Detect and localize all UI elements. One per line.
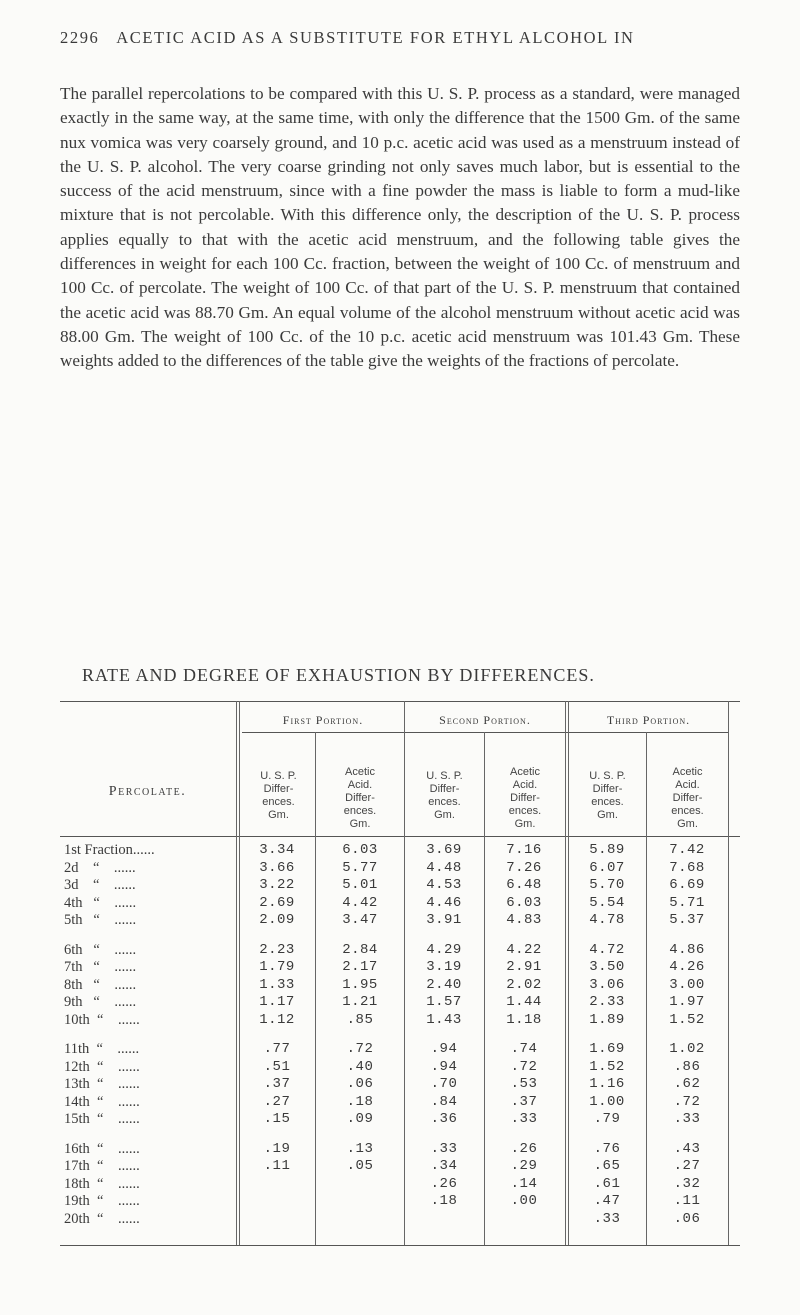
table-cell: 5.89: [589, 842, 625, 858]
table-row: [60, 877, 740, 894]
table-cell: 2.33: [589, 994, 625, 1010]
table-cell: 1.89: [589, 1011, 625, 1028]
subheader-usp-2: [405, 770, 484, 830]
table-cell: .77: [263, 1041, 291, 1057]
table-cell: 1.97: [669, 994, 705, 1010]
table-cell: 4.48: [426, 859, 462, 876]
table-cell: .32: [673, 1175, 701, 1192]
table-cell: .18: [346, 1093, 374, 1110]
table-cell: 1.95: [342, 976, 378, 993]
table-cell: 6.69: [669, 877, 705, 893]
table-cell: .27: [673, 1158, 701, 1174]
exhaustion-table: [60, 700, 740, 1248]
subheader-line: Gm.: [268, 809, 289, 821]
table-cell: .19: [263, 1140, 291, 1157]
table-cell: .47: [593, 1193, 621, 1209]
table-cell: 2.23: [259, 941, 295, 958]
table-cell: .06: [346, 1076, 374, 1092]
table-cell: .09: [346, 1111, 374, 1127]
group-header-second: Second Portion.: [439, 713, 531, 727]
table-cell: 4.78: [589, 912, 625, 928]
table-cell: .11: [673, 1193, 701, 1209]
table-cell: .74: [510, 1041, 538, 1057]
subheader-usp-1: [242, 770, 315, 830]
subheader-line: Differ-: [429, 783, 460, 795]
row-label: 7th “ ......: [64, 959, 137, 975]
table-cell: 1.18: [506, 1011, 542, 1028]
table-heading: RATE AND DEGREE OF EXHAUSTION BY DIFFERENCES.: [82, 665, 595, 685]
table-cell: .29: [510, 1158, 538, 1174]
row-label: 18th “ ......: [64, 1175, 140, 1192]
table-cell: .33: [510, 1111, 538, 1127]
table-cell: 3.06: [589, 976, 625, 993]
table-cell: 3.91: [426, 912, 462, 928]
subheader-line: Acid.: [512, 779, 538, 791]
table-cell: 4.42: [342, 894, 378, 911]
table-cell: .27: [263, 1093, 291, 1110]
subheader-line: U. S. P.: [589, 770, 626, 782]
table-cell: 2.69: [259, 894, 295, 911]
subheader-line: ences.: [671, 805, 704, 817]
subheader-line: Gm.: [677, 818, 698, 830]
percolate-header: Percolate.: [108, 784, 187, 799]
table-cell: 4.22: [506, 941, 542, 958]
row-label: 13th “ ......: [64, 1076, 140, 1092]
table-row: [60, 895, 740, 912]
row-label: 14th “ ......: [64, 1093, 140, 1110]
table-cell: 1.69: [589, 1041, 625, 1057]
table-row: [60, 1041, 740, 1058]
table-row: [60, 959, 740, 976]
row-label: 15th “ ......: [64, 1111, 140, 1127]
table-cell: 1.16: [589, 1076, 625, 1092]
table-cell: 7.42: [669, 842, 705, 858]
table-row: [60, 942, 740, 959]
running-head: [60, 28, 760, 48]
table-cell: 1.44: [506, 994, 542, 1010]
table-cell: 2.09: [259, 912, 295, 928]
table-row: [60, 1176, 740, 1193]
table-cell: .00: [510, 1193, 538, 1209]
table-cell: 6.03: [342, 842, 378, 858]
table-cell: 4.29: [426, 941, 462, 958]
subheader-line: Acetic: [672, 766, 703, 778]
table-row: [60, 1211, 740, 1228]
subheader-line: Gm.: [597, 809, 618, 821]
table-cell: .14: [510, 1175, 538, 1192]
table-row: [60, 1076, 740, 1093]
table-row: [60, 1141, 740, 1158]
table-cell: .51: [263, 1058, 291, 1075]
table-cell: 4.86: [669, 941, 705, 958]
table-row: [60, 1193, 740, 1210]
table-cell: 3.34: [259, 842, 295, 858]
row-label: 10th “ ......: [64, 1011, 140, 1028]
table-cell: 4.46: [426, 894, 462, 911]
table-row: [60, 1094, 740, 1111]
table-cell: 3.19: [426, 959, 462, 975]
table-cell: 5.77: [342, 859, 378, 876]
group-header-first: First Portion.: [282, 713, 364, 727]
table-cell: 1.21: [342, 994, 378, 1010]
table-cell: 1.79: [259, 959, 295, 975]
table-cell: .94: [430, 1058, 458, 1075]
table-cell: .33: [430, 1140, 458, 1157]
table-row: [60, 977, 740, 994]
table-cell: 1.00: [589, 1093, 625, 1110]
table-cell: 6.03: [506, 894, 542, 911]
subheader-line: Acid.: [675, 779, 700, 791]
table-cell: 4.83: [506, 912, 542, 928]
table-cell: 1.52: [669, 1011, 705, 1028]
table-cell: 3.47: [342, 912, 378, 928]
table-cell: 7.26: [506, 859, 542, 876]
table-top-rule: [60, 701, 740, 702]
table-cell: 2.17: [342, 959, 378, 975]
table-cell: 4.26: [669, 959, 705, 975]
subheader-line: Acetic: [345, 766, 375, 778]
table-row: [60, 860, 740, 877]
table-cell: 5.54: [589, 894, 625, 911]
table-cell: .85: [346, 1011, 374, 1028]
table-row: [60, 1111, 740, 1128]
table-cell: .72: [346, 1041, 374, 1057]
subheader-acetic-3: [647, 766, 728, 830]
group-header-third: Third Portion.: [606, 713, 691, 727]
table-cell: .37: [263, 1076, 291, 1092]
table-cell: .40: [346, 1058, 374, 1075]
row-label: 17th “ ......: [64, 1158, 140, 1174]
table-cell: .79: [593, 1111, 621, 1127]
table-cell: .72: [510, 1058, 538, 1075]
table-cell: .65: [593, 1158, 621, 1174]
row-label: 19th “ ......: [64, 1193, 140, 1209]
table-row: [60, 1059, 740, 1076]
table-cell: 1.52: [589, 1058, 625, 1075]
row-label: 12th “ ......: [64, 1058, 140, 1075]
table-row: [60, 994, 740, 1011]
table-cell: 2.40: [426, 976, 462, 993]
table-cell: .34: [430, 1158, 458, 1174]
subheader-line: ences.: [428, 796, 461, 808]
table-cell: .76: [593, 1140, 621, 1157]
subheader-line: Differ-: [672, 792, 703, 804]
table-cell: 2.84: [342, 941, 378, 958]
subheader-line: Differ-: [592, 783, 623, 795]
table-cell: 7.68: [669, 859, 705, 876]
subheader-line: U. S. P.: [426, 770, 463, 782]
table-cell: .26: [430, 1175, 458, 1192]
row-label: 1st Fraction......: [64, 842, 155, 858]
table-cell: 1.33: [259, 976, 295, 993]
table-cell: .06: [673, 1210, 701, 1227]
table-cell: .62: [673, 1076, 701, 1092]
subheader-line: Differ-: [510, 792, 540, 804]
body-paragraph: The parallel repercolations to be compared with this U. S. P. process as a standard, were managed exactly in the same way, at the same time, with only the difference that the 1500 Gm. of the same nux vomica was very coarsely ground, and 10 p.c. acetic acid was used as a menstruum instead of the U. S. P. alcohol. The very coarse grinding not only saves much labor, but is essential to the success of the acid menstruum, since with a fine powder the mass is liable to form a mud-like mixture that is not percolable. With this difference only, the description of the U. S. P. process applies equally to that with the acetic acid menstruum, and the following table gives the differences in weight for each 100 Cc. fraction, between the weight of 100 Cc. of menstruum and 100 Cc. of percolate. The weight of 100 Cc. of that part of the U. S. P. menstruum that contained the acetic acid was 88.70 Gm. An equal volume of the alcohol menstruum without acetic acid was 88.00 Gm. The weight of 100 Cc. of the 10 p.c. acetic acid menstruum was 101.43 Gm. These weights added to the differences of the table give the weights of the fractions of percolate.: [60, 84, 740, 371]
table-cell: .72: [673, 1093, 701, 1110]
row-label: 4th “ ......: [64, 894, 137, 911]
table-cell: 6.48: [506, 877, 542, 893]
table-cell: 3.00: [669, 976, 705, 993]
table-cell: 3.66: [259, 859, 295, 876]
subheader-usp-3: [569, 770, 646, 830]
table-row: [60, 1012, 740, 1029]
row-label: 3d “ ......: [64, 877, 136, 893]
table-cell: .11: [263, 1158, 291, 1174]
row-label: 16th “ ......: [64, 1140, 140, 1157]
table-cell: .18: [430, 1193, 458, 1209]
table-cell: .61: [593, 1175, 621, 1192]
subheader-line: Differ-: [345, 792, 375, 804]
table-cell: 2.91: [506, 959, 542, 975]
table-cell: 2.02: [506, 976, 542, 993]
table-row: [60, 1158, 740, 1175]
subheader-line: Gm.: [349, 818, 371, 830]
table-cell: 7.16: [506, 842, 542, 858]
header-bottom-rule: [60, 836, 740, 837]
table-cell: 5.71: [669, 894, 705, 911]
table-cell: 4.53: [426, 877, 462, 893]
subheader-line: Differ-: [263, 783, 294, 795]
row-label: 20th “ ......: [64, 1210, 140, 1227]
table-cell: .13: [346, 1140, 374, 1157]
table-cell: .70: [430, 1076, 458, 1092]
table-cell: 1.02: [669, 1041, 705, 1057]
table-cell: 3.69: [426, 842, 462, 858]
table-cell: 3.50: [589, 959, 625, 975]
table-cell: .26: [510, 1140, 538, 1157]
subheader-line: Gm.: [514, 818, 536, 830]
table-cell: 5.37: [669, 912, 705, 928]
table-cell: .43: [673, 1140, 701, 1157]
subheader-line: ences.: [262, 796, 295, 808]
table-cell: .37: [510, 1093, 538, 1110]
table-cell: 5.01: [342, 877, 378, 893]
table-cell: .86: [673, 1058, 701, 1075]
page-number: 2296: [60, 28, 100, 47]
table-cell: 1.12: [259, 1011, 295, 1028]
subheader-line: ences.: [591, 796, 624, 808]
row-label: 2d “ ......: [64, 859, 136, 876]
table-row: [60, 912, 740, 929]
table-bottom-rule: [60, 1245, 740, 1246]
subheader-acetic-1: [316, 766, 404, 830]
row-label: 9th “ ......: [64, 994, 137, 1010]
table-cell: 5.70: [589, 877, 625, 893]
row-label: 8th “ ......: [64, 976, 137, 993]
subheader-line: Acid.: [347, 779, 373, 791]
table-cell: 4.72: [589, 941, 625, 958]
row-label: 11th “ ......: [64, 1041, 140, 1057]
table-cell: .05: [346, 1158, 374, 1174]
table-cell: 6.07: [589, 859, 625, 876]
table-cell: .53: [510, 1076, 538, 1092]
table-cell: .84: [430, 1093, 458, 1110]
subheader-line: Gm.: [434, 809, 455, 821]
table-cell: 1.57: [426, 994, 462, 1010]
subheader-line: Acetic: [510, 766, 540, 778]
table-cell: .36: [430, 1111, 458, 1127]
subheader-acetic-2: [485, 766, 565, 830]
subheader-line: ences.: [508, 805, 542, 817]
table-cell: 1.17: [259, 994, 295, 1010]
row-label: 6th “ ......: [64, 941, 137, 958]
row-label: 5th “ ......: [64, 912, 137, 928]
table-cell: 1.43: [426, 1011, 462, 1028]
table-cell: .33: [673, 1111, 701, 1127]
table-row: [60, 842, 740, 859]
table-cell: .15: [263, 1111, 291, 1127]
table-cell: 3.22: [259, 877, 295, 893]
table-cell: .94: [430, 1041, 458, 1057]
table-cell: .33: [593, 1210, 621, 1227]
subheader-line: U. S. P.: [260, 770, 297, 782]
running-title: ACETIC ACID AS A SUBSTITUTE FOR ETHYL ALCOHOL IN: [116, 28, 635, 47]
subheader-line: ences.: [343, 805, 377, 817]
